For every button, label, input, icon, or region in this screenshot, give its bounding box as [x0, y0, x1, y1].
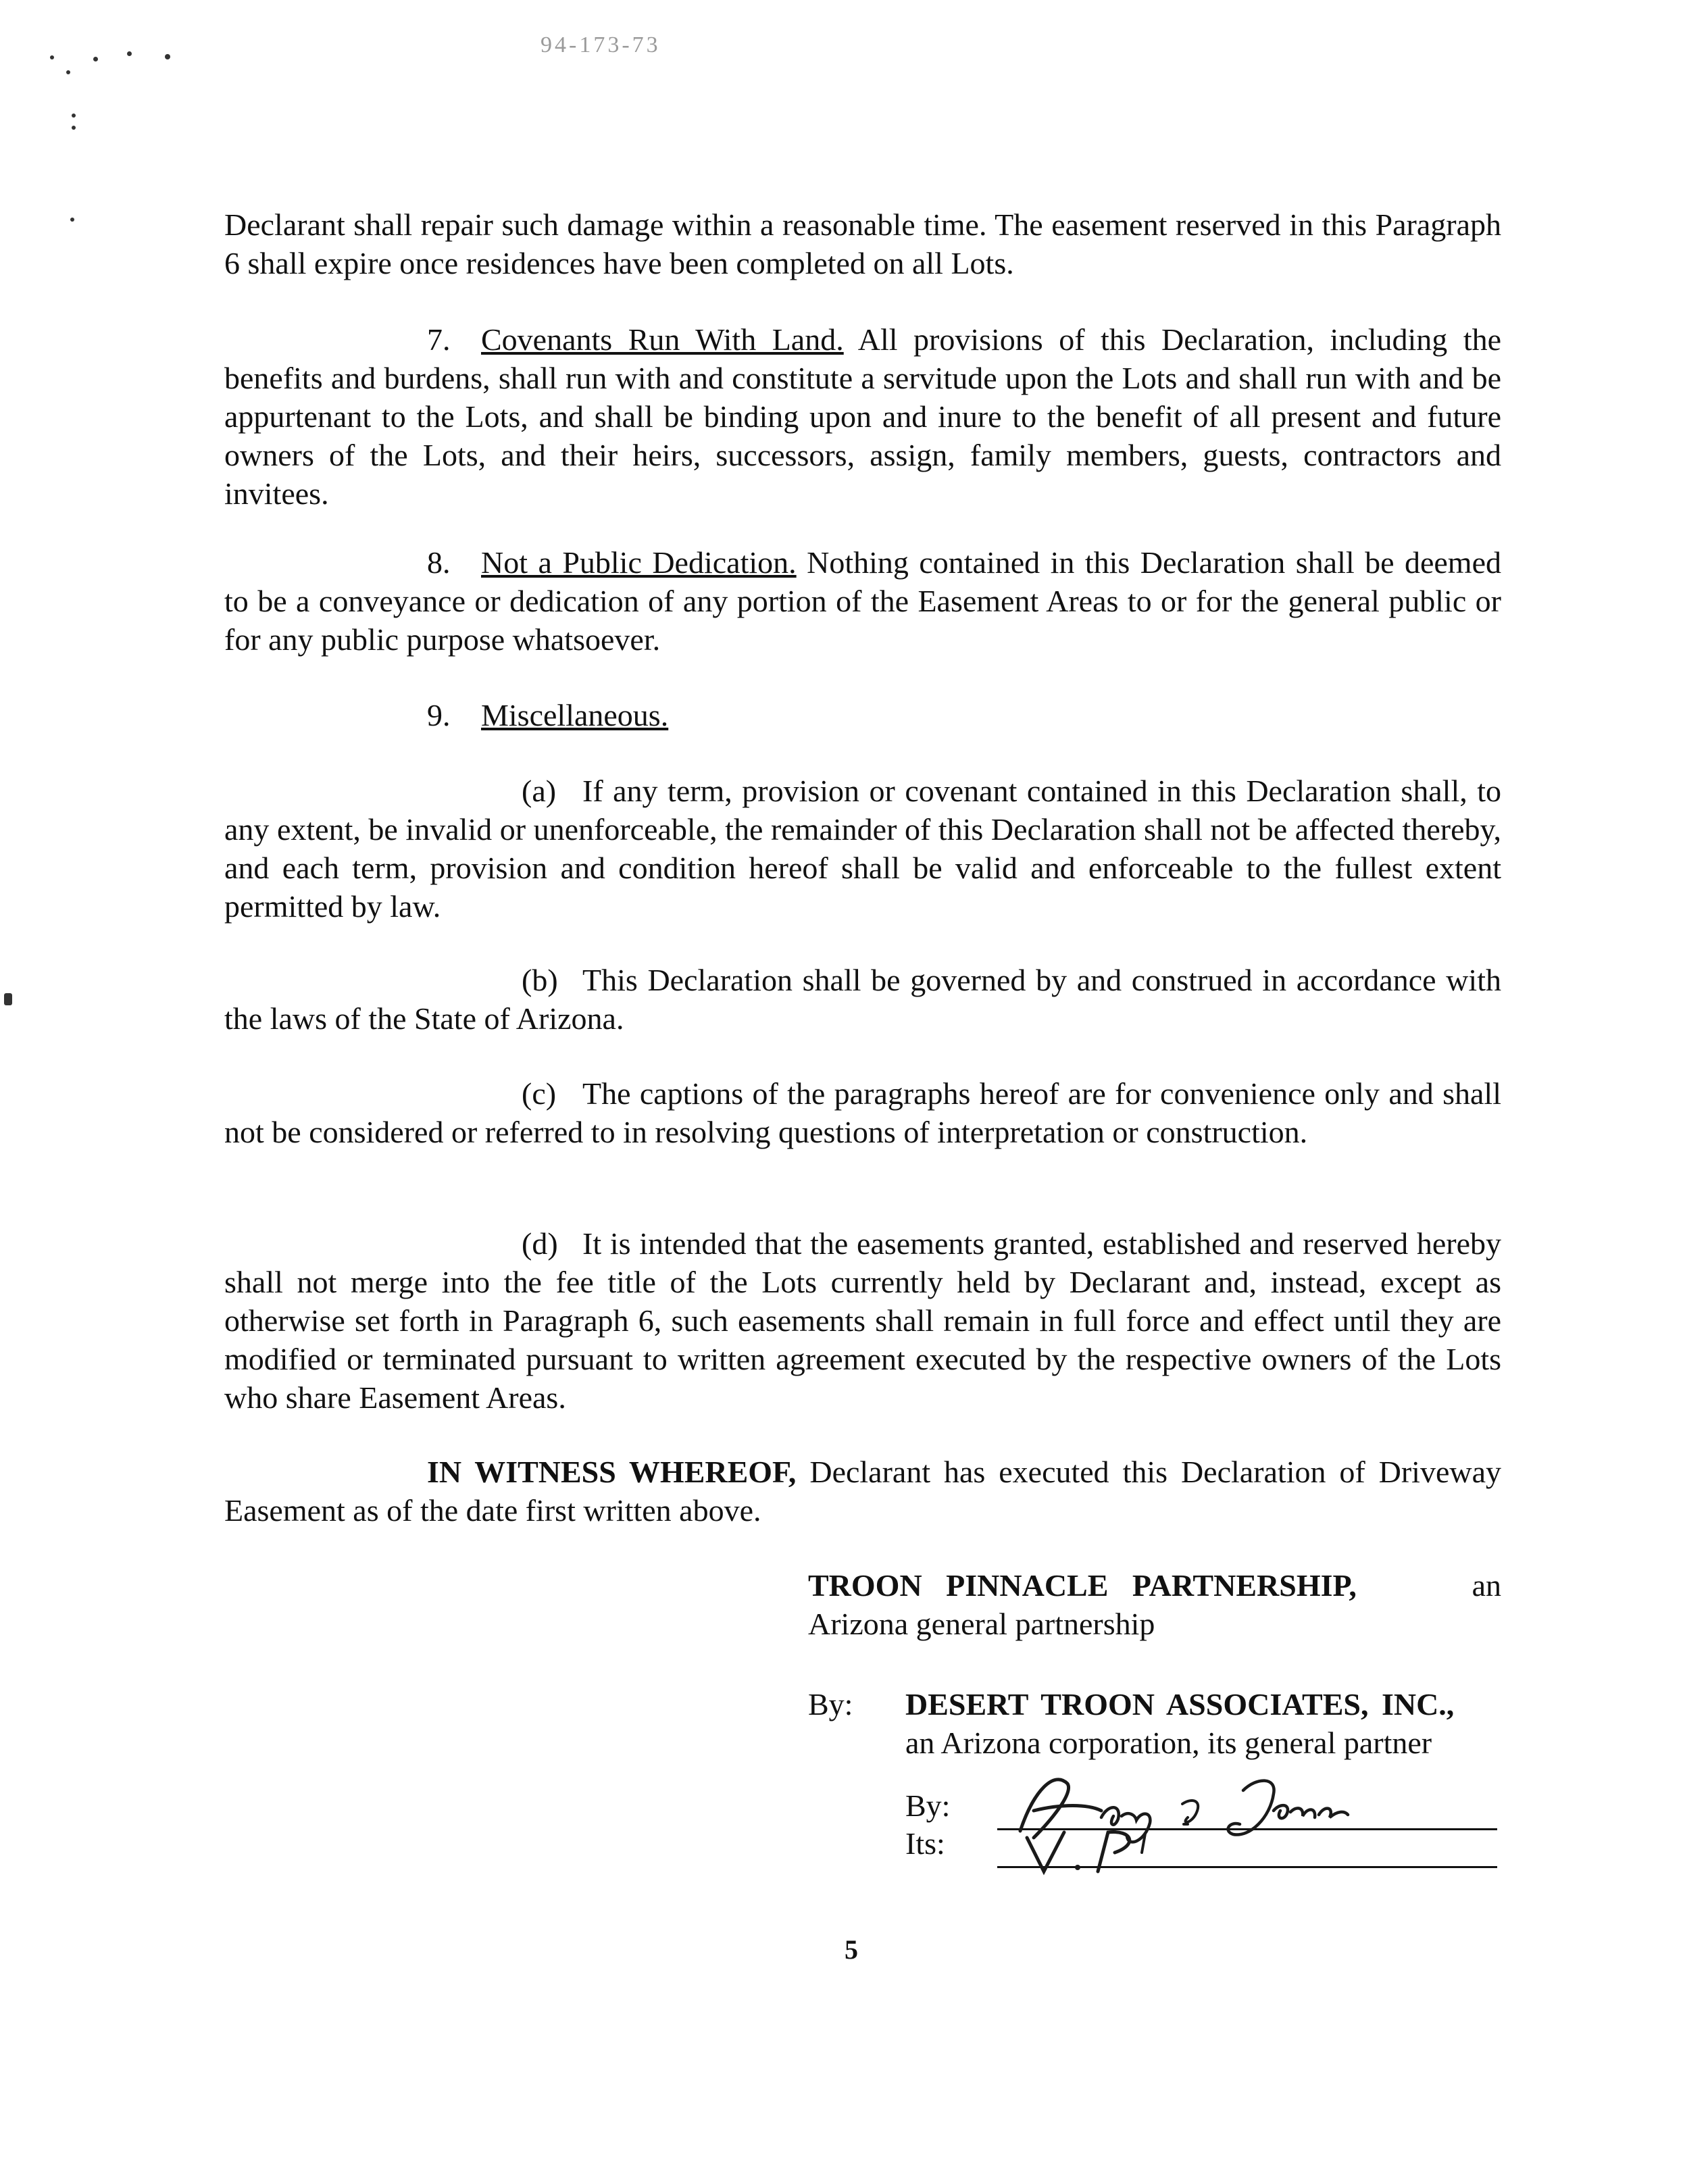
- scan-speck: [93, 57, 98, 61]
- party-name: TROON PINNACLE PARTNERSHIP,: [808, 1568, 1357, 1603]
- section-8-heading: Not a Public Dedication.: [481, 545, 797, 580]
- subsection-b-text: This Declaration shall be governed by and construed in accordance with the laws of the State of Arizona.: [224, 963, 1501, 1036]
- scan-speck: [72, 114, 76, 118]
- scan-speck: [50, 55, 54, 59]
- handwritten-title-graphic: [1013, 1824, 1189, 1878]
- section-9-heading: Miscellaneous.: [481, 698, 669, 732]
- subsection-a-text: If any term, provision or covenant contained in this Declaration shall, to any extent, be invalid or unenforceable, the remainder of this Declaration shall not be affected thereby, and each term, provision and condition hereof shall be valid and enforceable to the fullest extent permitted by law.: [224, 774, 1501, 924]
- scan-speck: [70, 218, 74, 222]
- scan-speck: [127, 51, 132, 56]
- party-suffix: an: [1472, 1568, 1501, 1603]
- section-8: [224, 543, 1501, 659]
- subsection-a-label: (a): [522, 774, 557, 808]
- paragraph-continued-text: Declarant shall repair such damage within a reasonable time. The easement reserved in this Paragraph 6 shall expire once residences have been completed on all Lots.: [224, 207, 1501, 280]
- section-9-number: 9.: [427, 698, 451, 732]
- scan-speck: [72, 126, 76, 130]
- subsection-c: [224, 1074, 1501, 1151]
- subsection-b: [224, 961, 1501, 1038]
- page-number: 5: [845, 1934, 858, 1965]
- header-stamp: 94-173-73: [541, 32, 661, 57]
- scan-speck: [165, 54, 170, 59]
- scan-speck: [66, 70, 70, 74]
- partner-name: DESERT TROON ASSOCIATES, INC.,: [905, 1687, 1455, 1721]
- by-label: By:: [808, 1687, 853, 1721]
- party-description: Arizona general partnership: [808, 1607, 1155, 1641]
- paragraph-continued: [224, 205, 1501, 282]
- subsection-d-text: It is intended that the easements granted, established and reserved hereby shall not merge into the fee title of the Lots currently held by Declarant and, instead, except as otherwise set forth in Paragraph 6, such easements shall remain in full force and effect until they are modified or terminated pursuant to written agreement executed by the respective owners of the Lots who share Easement Areas.: [224, 1226, 1501, 1415]
- section-7-text: All provisions of this Declaration, including the benefits and burdens, shall run with and constitute a servitude upon the Lots and shall run with and be appurtenant to the Lots, and shall be binding upon and inure to the benefit of all present and future owners of the Lots, and their heirs, successors, assign, family members, guests, contractors and invitees.: [224, 322, 1502, 511]
- witness-text: Declarant has executed this Declaration of Driveway Easement as of the date first written above.: [224, 1455, 1501, 1528]
- section-7-heading: Covenants Run With Land.: [481, 322, 844, 357]
- section-9: [224, 696, 1501, 734]
- scan-speck: [4, 993, 12, 1005]
- inner-by-label: By:: [905, 1788, 951, 1823]
- witness-lead: IN WITNESS WHEREOF,: [427, 1455, 797, 1489]
- subsection-d-label: (d): [522, 1226, 558, 1261]
- section-8-text: Nothing contained in this Declaration shall be deemed to be a conveyance or dedication of any portion of the Easement Areas to or for the general public or for any public purpose whatsoever.: [224, 545, 1501, 657]
- its-label: Its:: [905, 1826, 945, 1861]
- subsection-a: [224, 772, 1501, 926]
- subsection-d: [224, 1224, 1501, 1417]
- witness-clause: [224, 1453, 1501, 1530]
- subsection-b-label: (b): [522, 963, 558, 997]
- section-7-number: 7.: [427, 322, 451, 357]
- section-7: [224, 320, 1501, 513]
- party-block: [808, 1566, 1501, 1643]
- section-8-number: 8.: [427, 545, 451, 580]
- subsection-c-label: (c): [522, 1076, 557, 1111]
- subsection-c-text: The captions of the paragraphs hereof are for convenience only and shall not be considered or referred to in resolving questions of interpretation or construction.: [224, 1076, 1501, 1149]
- partner-description: an Arizona corporation, its general partner: [905, 1726, 1432, 1760]
